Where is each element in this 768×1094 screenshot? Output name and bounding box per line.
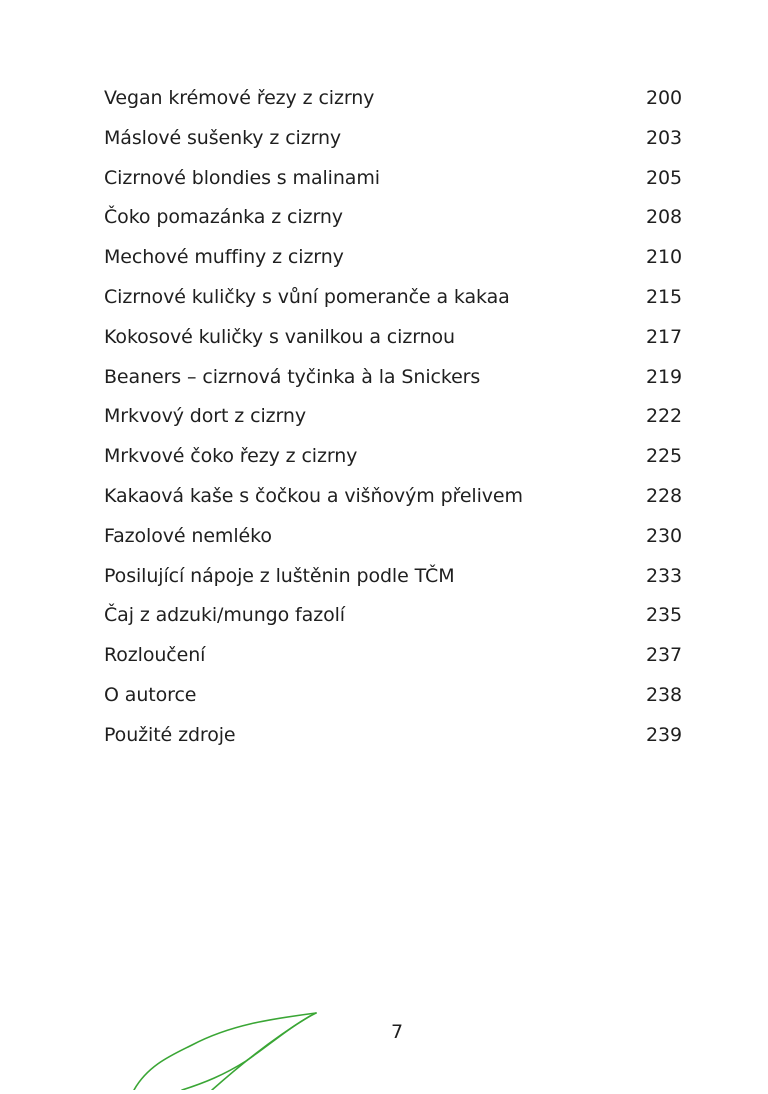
toc-entry-page: 203 <box>646 126 682 149</box>
toc-entry-title: Cizrnové kuličky s vůní pomeranče a kakaa <box>104 285 510 308</box>
toc-entry-title: Mrkvové čoko řezy z cizrny <box>104 445 358 468</box>
toc-entry-page: 222 <box>646 405 682 428</box>
toc-entry-title: Mechové muffiny z cizrny <box>104 246 344 269</box>
toc-entry-9[interactable] <box>104 402 682 442</box>
page-number: 7 <box>390 1021 404 1043</box>
toc-entry-6[interactable] <box>104 283 682 323</box>
toc-entry-page: 217 <box>646 325 682 348</box>
toc-entry-10[interactable] <box>104 442 682 482</box>
toc-entry-page: 238 <box>646 683 682 706</box>
toc-entry-3[interactable] <box>104 164 682 204</box>
toc-entry-17[interactable] <box>104 721 682 761</box>
toc-entry-11[interactable] <box>104 482 682 522</box>
toc-entry-page: 208 <box>646 206 682 229</box>
toc-entry-page: 233 <box>646 564 682 587</box>
toc-entry-title: Čaj z adzuki/mungo fazolí <box>104 604 345 627</box>
toc-entry-page: 200 <box>646 87 682 109</box>
toc-entry-page: 235 <box>646 604 682 627</box>
toc-entry-title: Čoko pomazánka z cizrny <box>104 206 343 229</box>
toc-entry-title: Vegan krémové řezy z cizrny <box>104 87 375 109</box>
toc-entry-14[interactable] <box>104 601 682 641</box>
toc-entry-page: 237 <box>646 644 682 667</box>
toc-entry-5[interactable] <box>104 243 682 283</box>
toc-entry-page: 210 <box>646 246 682 269</box>
toc-entry-title: Rozloučení <box>104 644 206 667</box>
toc-entry-13[interactable] <box>104 562 682 602</box>
toc-entry-title: Máslové sušenky z cizrny <box>104 126 342 149</box>
toc-entry-8[interactable] <box>104 363 682 403</box>
toc-entry-2[interactable] <box>104 124 682 164</box>
toc-entry-16[interactable] <box>104 681 682 721</box>
table-of-contents <box>104 84 682 761</box>
toc-entry-title: O autorce <box>104 683 197 706</box>
toc-entry-page: 230 <box>646 524 682 547</box>
toc-entry-page: 219 <box>646 365 682 388</box>
toc-entry-12[interactable] <box>104 522 682 562</box>
toc-entry-title: Kakaová kaše s čočkou a višňovým přelivem <box>104 484 523 507</box>
toc-entry-4[interactable] <box>104 203 682 243</box>
toc-entry-title: Kokosové kuličky s vanilkou a cizrnou <box>104 325 455 348</box>
toc-entry-page: 239 <box>646 723 682 746</box>
toc-entry-7[interactable] <box>104 323 682 363</box>
toc-entry-page: 215 <box>646 285 682 308</box>
toc-entry-title: Posilující nápoje z luštěnin podle TČM <box>104 564 455 587</box>
toc-entry-title: Cizrnové blondies s malinami <box>104 166 380 189</box>
toc-entry-title: Beaners – cizrnová tyčinka à la Snickers <box>104 365 481 388</box>
toc-entry-page: 205 <box>646 166 682 189</box>
toc-entry-title: Použité zdroje <box>104 723 236 746</box>
toc-entry-1[interactable] <box>104 84 682 124</box>
leaf-outline-icon <box>120 1005 335 1090</box>
toc-entry-15[interactable] <box>104 641 682 681</box>
toc-entry-title: Mrkvový dort z cizrny <box>104 405 306 428</box>
toc-entry-title: Fazolové nemléko <box>104 524 272 547</box>
toc-entry-page: 225 <box>646 445 682 468</box>
toc-entry-page: 228 <box>646 484 682 507</box>
